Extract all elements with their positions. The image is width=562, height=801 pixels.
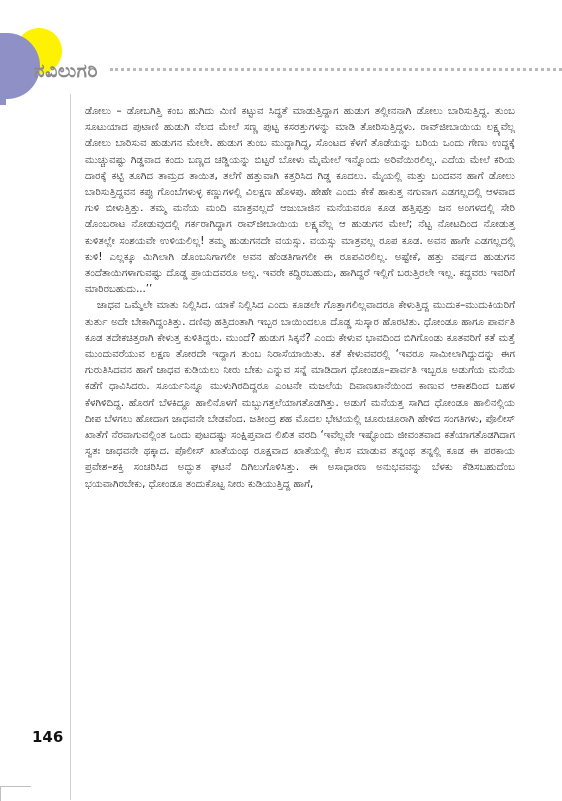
corner-mark (0, 786, 31, 801)
blue-edge-decoration (0, 55, 6, 105)
header-dotted-rule (110, 68, 562, 71)
running-header-title: ನವಿಲುಗರಿ (34, 60, 98, 82)
body-text (85, 104, 515, 493)
paragraph: ಜಾಧವ ಒಮ್ಮೆಲೇ ಮಾತು ನಿಲ್ಲಿಸಿದ. ಯಾಕೆ ನಿಲ್ಲಿಸಿದ ಎಂದು ಕೂಡಲೇ ಗೊತ್ತಾಗಲಿಲ್ಲವಾದರೂ ಕೇಳುತ್ತಿದ್ದ ಮುದುಕ–ಮುದುಕಿಯರಿಗೆ ತುರ್ತು ಅದೇ ಬೇಕಾಗಿದ್ದಂತಿತ್ತು. ದಣಿವು ಹತ್ತಿದಂತಾಗಿ ಇಬ್ಬರ ಬಾಯಿಂದಲೂ ದೊಡ್ಡ ಸುಸ್ಕಾರ ಹೊರಟಿತು. ಧೋಂಡೂ ಹಾಗೂ ಪಾರ್ವತಿ ಕೂಡ ತದೇಕಚಿತ್ತರಾಗಿ ಕೇಳುತ್ತ ಕುಳಿತಿದ್ದರು. ಮುಂದೆ? ಹುಡುಗ ಸಿಕ್ಕನೆ? ಎಂದು ಕೇಳುವ ಭಾವದಿಂದ ಬಿಗಿಗೊಂಡು ಕೂತವರಿಗೆ ಕತೆ ಮತ್ತೆ ಮುಂದುವರೆಯುವ ಲಕ್ಷಣ ತೋರದೇ ಇದ್ದಾಗ ತುಂಬ ನಿರಾಸೆಯಾಯಿತು. ಕತೆ ಕೇಳುವವರಲ್ಲಿ ‘ಇವರೂ ಸಾಮೀಲಾಗಿದ್ದುದನ್ನು ಈಗ ಗುರುತಿಸಿದವನ ಹಾಗೆ ಜಾಧವ ಕುಡಿಯಲು ನೀರು ಬೇಕು ಎನ್ನುವ ಸನ್ನೆ ಮಾಡಿದಾಗ ಧೋಂಡೂ–ಪಾರ್ವತಿ ಇಬ್ಬರೂ ಅಡುಗೆಯ ಮನೆಯ ಕಡೆಗೆ ಧಾವಿಸಿದರು. ಸೂರ್ಯನಿನ್ನೂ ಮುಳುಗಿರದಿದ್ದರೂ ಎಂಟನೇ ಮಜಲೆಯ ದಿವಾಣಖಾನೆಯಿಂದ ಕಾಣುವ ಆಕಾಶದಿಂದ ಬಹಳ ಕೆಳಗಿಳಿದಿದ್ದ. ಹೊರಗೆ ಬೆಳಕಿದ್ದೂ ಹಾಲಿನೊಳಗೆ ಮಬ್ಬುಗತ್ತಲೆಯಾಗತೊಡಗಿತ್ತು. ಅಡುಗೆ ಮನೆಯತ್ತ ಸಾಗಿದ ಧೋಂಡೂ ಹಾಲಿನಲ್ಲಿಯ ದೀಪ ಬೆಳಗಲು ಹೋದಾಗ ಜಾಧವನೇ ಬೇಡವೆಂದ. ಜತೀಂದ್ರ ಶಹ ಮೊದಲ ಭೇಟಿಯಲ್ಲಿ ಚೂರುಚೂರಾಗಿ ಹೇಳಿದ ಸಂಗತಿಗಳು, ಪೊಲೀಸ್ ಖಾತೆಗೆ ನೆರವಾಗುವಲ್ಲಿಂತ ಒಂದು ಪುಟದಷ್ಟು ಸಂಕ್ಷಿಪ್ತವಾದ ಲಿಖಿತ ವರದಿ ‘ಇವೆಲ್ಲವೇ ಇಷ್ಟೊಂದು ಜೀವಂತವಾದ ಕತೆಯಾಗತೊಡಗಿದಾಗ ಸ್ವತಃ ಜಾಧವನೇ ಥಕ್ಕಾದ. ಪೊಲೀಸ್ ಖಾತೆಯಂಥ ರೂಕ್ಷವಾದ ಖಾತೆಯಲ್ಲಿ ಕೆಲಸ ಮಾಡುವ ತನ್ನಂಥ ತನ್ನಲ್ಲಿ ಕೂಡ ಈ ಪರಕಾಯ ಪ್ರವೇಶ–ಶಕ್ತಿ ಸಂಚರಿಸಿದ ಅದ್ಭುತ ಘಟನೆ ದಿಗಿಲುಗೊಳಿಸಿತ್ತು. ಈ ಅಸಾಧಾರಣ ಅನುಭವವನ್ನು ಬೆಳಕು ಕೆಡಿಸಬಹುದೆಂಬ ಭಯವಾಗಿರಬೇಕು, ಧೋಂಡೂ ತಂದುಕೊಟ್ಟ ನೀರು ಕುಡಿಯುತ್ತಿದ್ದ ಹಾಗೆ, (85, 300, 515, 490)
page-number: 146 (32, 728, 64, 746)
paragraph: ಡೋಲು – ಡೋಬಗಿತ್ತಿ ಕಂಬ ಹುಗಿದು ಮಿಣಿ ಕಟ್ಟುವ ಸಿದ್ಧತೆ ಮಾಡುತ್ತಿದ್ದಾಗ ಹುಡುಗ ತಲ್ಲೀನನಾಗಿ ಡೋಲು ಬಾರಿಸುತ್ತಿದ್ದ. ತುಂಬ ಸೂಟುಯಾದ ಪುಟಾಣಿ ಹುಡುಗಿ ನೆಲದ ಮೇಲೆ ಸಣ್ಣ ಪುಟ್ಟ ಕಸರತ್ತುಗಳನ್ನು ಮಾಡಿ ತೋರಿಸುತ್ತಿದ್ದಳು. ರಾವ್‌ಜೀಬಾಯಿಯ ಲಕ್ಷ್ಯವೆಲ್ಲ ಡೋಲು ಬಾರಿಸುವ ಹುಡುಗನ ಮೇಲೇ. ಹುಡುಗ ತುಂಬ ಮುದ್ದಾಗಿದ್ದ, ಸೊಂಟದ ಕೆಳಗೆ ತೊಡೆಯನ್ನು ಬರಿಯ ಒಂದು ಗೇಣು ಉದ್ದಕ್ಕೆ ಮುಚ್ಚುವಷ್ಟು ಗಿಡ್ಡವಾದ ಕಂದು ಬಣ್ಣದ ಚಡ್ಡಿಯನ್ನು ಬಿಟ್ಟರೆ ಬೋಳು ಮೈಮೇಲೆ ಇನ್ನೊಂದು ಅರಿವೆಯಿರಲಿಲ್ಲ. ಎದೆಯ ಮೇಲೆ ಕರಿಯ ದಾರಕ್ಕೆ ಕಟ್ಟಿ ತೂಗಿದ ತಾಮ್ರದ ತಾಯಿತ, ತಲೆಗೆ ಹತ್ತುವಾಗಿ ಕತ್ತರಿಸಿದ ಗಿಡ್ಡ ಕೂದಲು. ಮೈಯಲ್ಲಿ ಮತ್ತು ಬಂದವನ ಹಾಗೆ ಡೋಲು ಬಾರಿಸುತ್ತಿದ್ದವನ ಕಪ್ಪು ಗೊಂಬೆಗಳುಳ್ಳ ಕಣ್ಣುಗಳಲ್ಲಿ ವಿಲಕ್ಷಣ ಹೊಳಪು. ಹೇಹೇ ಎಂದು ಕೇಕೆ ಹಾಕುತ್ತ ನಗುವಾಗ ಎಡಗಲ್ಲದಲ್ಲಿ ಆಳವಾದ ಗುಳಿ ಬೀಳುತ್ತಿತ್ತು. ತಮ್ಮ ಮನೆಯ ಮಂದಿ ಮಾತ್ರವಲ್ಲದೆ ಆಜುಬಾಜಿನ ಮನೆಯವರೂ ಕೂಡ ಹತ್ತಿಪ್ಪತ್ತು ಜನ ಅಂಗಳದಲ್ಲಿ ಸೇರಿ ಡೊಂಬರಾಟ ನೋಡುವುದಲ್ಲಿ ಗರ್ಕರಾಗಿದ್ದಾಗ ರಾವ್‌ಜೀಬಾಯಿಯ ಲಕ್ಷ್ಯವೆಲ್ಲ ಆ ಹುಡುಗನ ಮೇಲೆ; ನೆಟ್ಟ ನೋಟದಿಂದ ನೋಡುತ್ತ ಕುಳಿತಲ್ಲೇ ಸಂಶಯವೇ ಉಳಿಯಲಿಲ್ಲ! ತಮ್ಮ ಹುಡುಗನದೇ ವಯಸ್ಸು. ವಯಸ್ಸು ಮಾತ್ರವಲ್ಲ ರೂಪ ಕೂಡ. ಅವನ ಹಾಗೇ ಎಡಗಲ್ಲದಲ್ಲಿ ಕುಳಿ! ಎಲ್ಲಕ್ಕೂ ಮಿಗಿಲಾಗಿ ಡೊಂಬನಿಗಾಗಲೀ ಅವನ ಹೆಂಡತಿಗಾಗಲೀ ಈ ರೂಪವಿರಲಿಲ್ಲ. ಅಷ್ಟೇಕೆ, ಹತ್ತು ವರ್ಷದ ಹುಡುಗನ ತಂದೆತಾಯಿಗಳಾಗುವಷ್ಟು ದೊಡ್ಡ ಪ್ರಾಯದವರೂ ಅಲ್ಲ. ಇವರೇ ಕದ್ದಿರಬಹುದು, ಹಾಗಿದ್ದರೆ ಇಲ್ಲಿಗೆ ಬರುತ್ತಿರಲೇ ಇಲ್ಲ. ಕದ್ದವರು ಇವರಿಗೆ ಮಾರಿರಬಹುದು...’’ (85, 106, 515, 296)
margin-vertical-rule (70, 94, 71, 800)
